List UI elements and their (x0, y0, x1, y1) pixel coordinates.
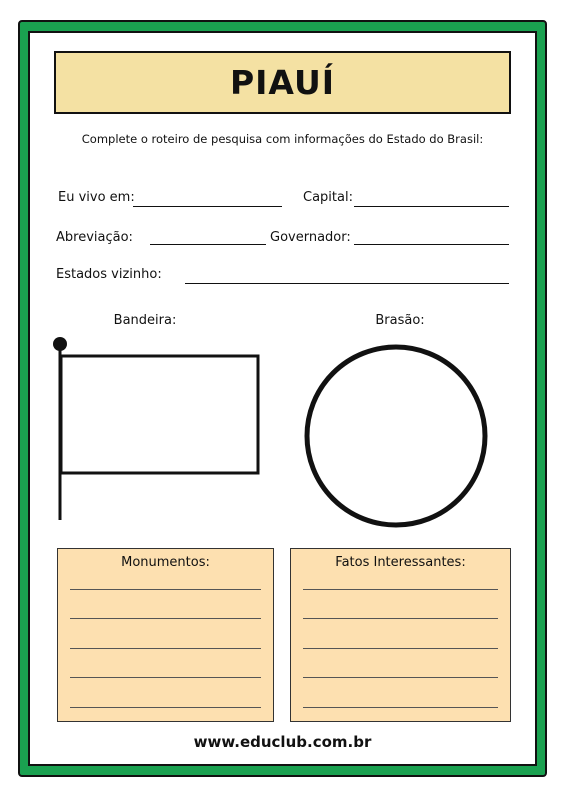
page-title: PIAUÍ (229, 63, 336, 102)
fatos-line[interactable] (303, 648, 498, 649)
abreviacao-label: Abreviação: (56, 230, 133, 245)
monumentos-line[interactable] (70, 618, 261, 619)
monumentos-line[interactable] (70, 677, 261, 678)
footer-website: www.educlub.com.br (193, 733, 372, 751)
flag-pole-knob (53, 337, 67, 351)
eu-vivo-em-label: Eu vivo em: (58, 190, 135, 205)
fatos-line[interactable] (303, 618, 498, 619)
fatos-interessantes-title: Fatos Interessantes: (335, 555, 466, 570)
instructions-text: Complete o roteiro de pesquisa com informações do Estado do Brasil: (81, 132, 484, 146)
monumentos-title: Monumentos: (121, 555, 210, 570)
fatos-interessantes-box (290, 548, 511, 722)
fatos-line[interactable] (303, 677, 498, 678)
estados-vizinho-label: Estados vizinho: (56, 267, 162, 282)
brasao-label: Brasão: (375, 313, 425, 328)
fatos-line[interactable] (303, 589, 498, 590)
monumentos-line[interactable] (70, 648, 261, 649)
fatos-line[interactable] (303, 707, 498, 708)
governador-label: Governador: (270, 230, 351, 245)
monumentos-box (57, 548, 274, 722)
monumentos-line[interactable] (70, 707, 261, 708)
flag-drawing-box[interactable] (61, 356, 258, 473)
capital-label: Capital: (303, 190, 353, 205)
monumentos-line[interactable] (70, 589, 261, 590)
bandeira-label: Bandeira: (113, 313, 177, 328)
coat-of-arms-circle[interactable] (307, 347, 485, 525)
